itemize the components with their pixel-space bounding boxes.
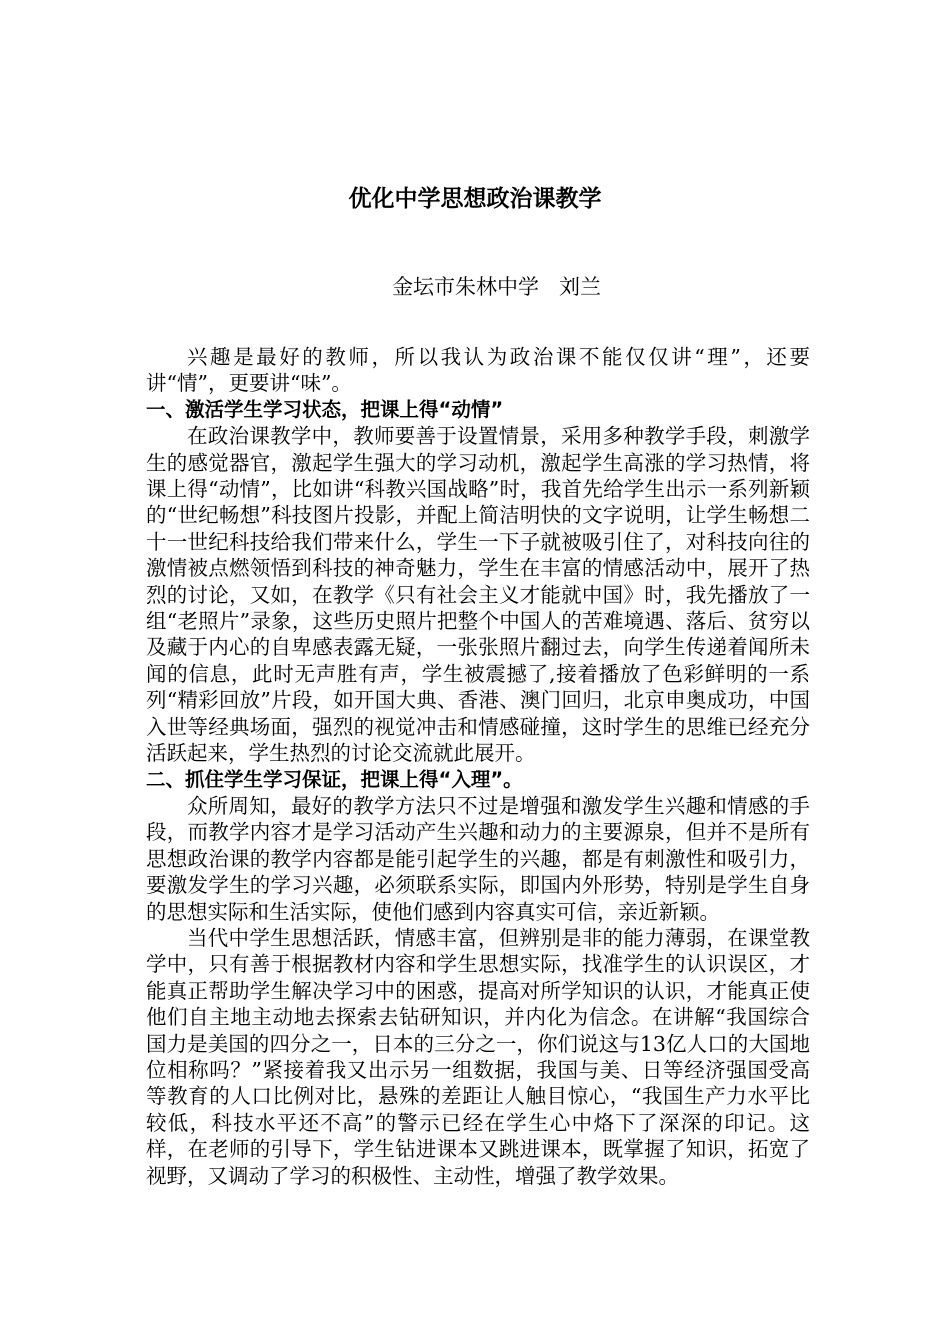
document-body [146, 344, 810, 1189]
section2-paragraph-2: 当代中学生思想活跃，情感丰富，但辨别是非的能力薄弱，在课堂教学中，只有善于根据教材内容和学生思想实际，找准学生的认识误区，才能真正帮助学生解决学习中的困惑，提高对所学知识的认识，才能真正使他们自主地主动地去探索去钻研知识，并内化为信念。在讲解“我国综合国力是美国的四分之一，日本的三分之一，你们说这与13亿人口的大国地位相称吗？”紧接着我又出示另一组数据，我国与美、日等经济强国受高等教育的人口比例对比，悬殊的差距让人触目惊心，“我国生产力水平比较低，科技水平还不高”的警示已经在学生心中烙下了深深的印记。这样，在老师的引导下，学生钻进课本又跳进课本，既掌握了知识，拓宽了视野，又调动了学习的积极性、主动性，增强了教学效果。 [146, 925, 810, 1188]
section1-paragraph-1: 在政治课教学中，教师要善于设置情景，采用多种教学手段，刺激学生的感觉器官，激起学生强大的学习动机，激起学生高涨的学习热情，将课上得“动情”，比如讲“科教兴国战略”时，我首先给学生出示一系列新颖的“世纪畅想”科技图片投影，并配上简洁明快的文字说明，让学生畅想二十一世纪科技给我们带来什么，学生一下子就被吸引住了，对科技向往的激情被点燃领悟到科技的神奇魅力，学生在丰富的情感活动中，展开了热烈的讨论，又如，在教学《只有社会主义才能就中国》时，我先播放了一组“老照片”录象，这些历史照片把整个中国人的苦难境遇、落后、贫穷以及藏于内心的自卑感表露无疑，一张张照片翻过去，向学生传递着闻所未闻的信息，此时无声胜有声，学生被震撼了,接着播放了色彩鲜明的一系列“精彩回放”片段，如开国大典、香港、澳门回归，北京申奥成功，中国入世等经典场面，强烈的视觉冲击和情感碰撞，这时学生的思维已经充分活跃起来，学生热烈的讨论交流就此展开。 [146, 424, 810, 766]
section-heading-2: 二、抓住学生学习保证，把课上得“入理”。 [146, 767, 523, 791]
document-author: 金坛市朱林中学 刘兰 [392, 275, 602, 299]
section2-paragraph-1: 众所周知，最好的教学方法只不过是增强和激发学生兴趣和情感的手段，而教学内容才是学习活动产生兴趣和动力的主要源泉，但并不是所有思想政治课的教学内容都是能引起学生的兴趣，都是有刺激性和吸引力，要激发学生的学习兴趣，必须联系实际，即国内外形势，特别是学生自身的思想实际和生活实际，使他们感到内容真实可信，亲近新颖。 [146, 793, 810, 924]
document-title: 优化中学思想政治课教学 [348, 186, 602, 212]
section-heading-1: 一、激活学生学习状态，把课上得“动情” [146, 397, 504, 421]
intro-paragraph: 兴趣是最好的教师，所以我认为政治课不能仅仅讲“理”，还要讲“情”，更要讲“味”。 [146, 345, 810, 396]
